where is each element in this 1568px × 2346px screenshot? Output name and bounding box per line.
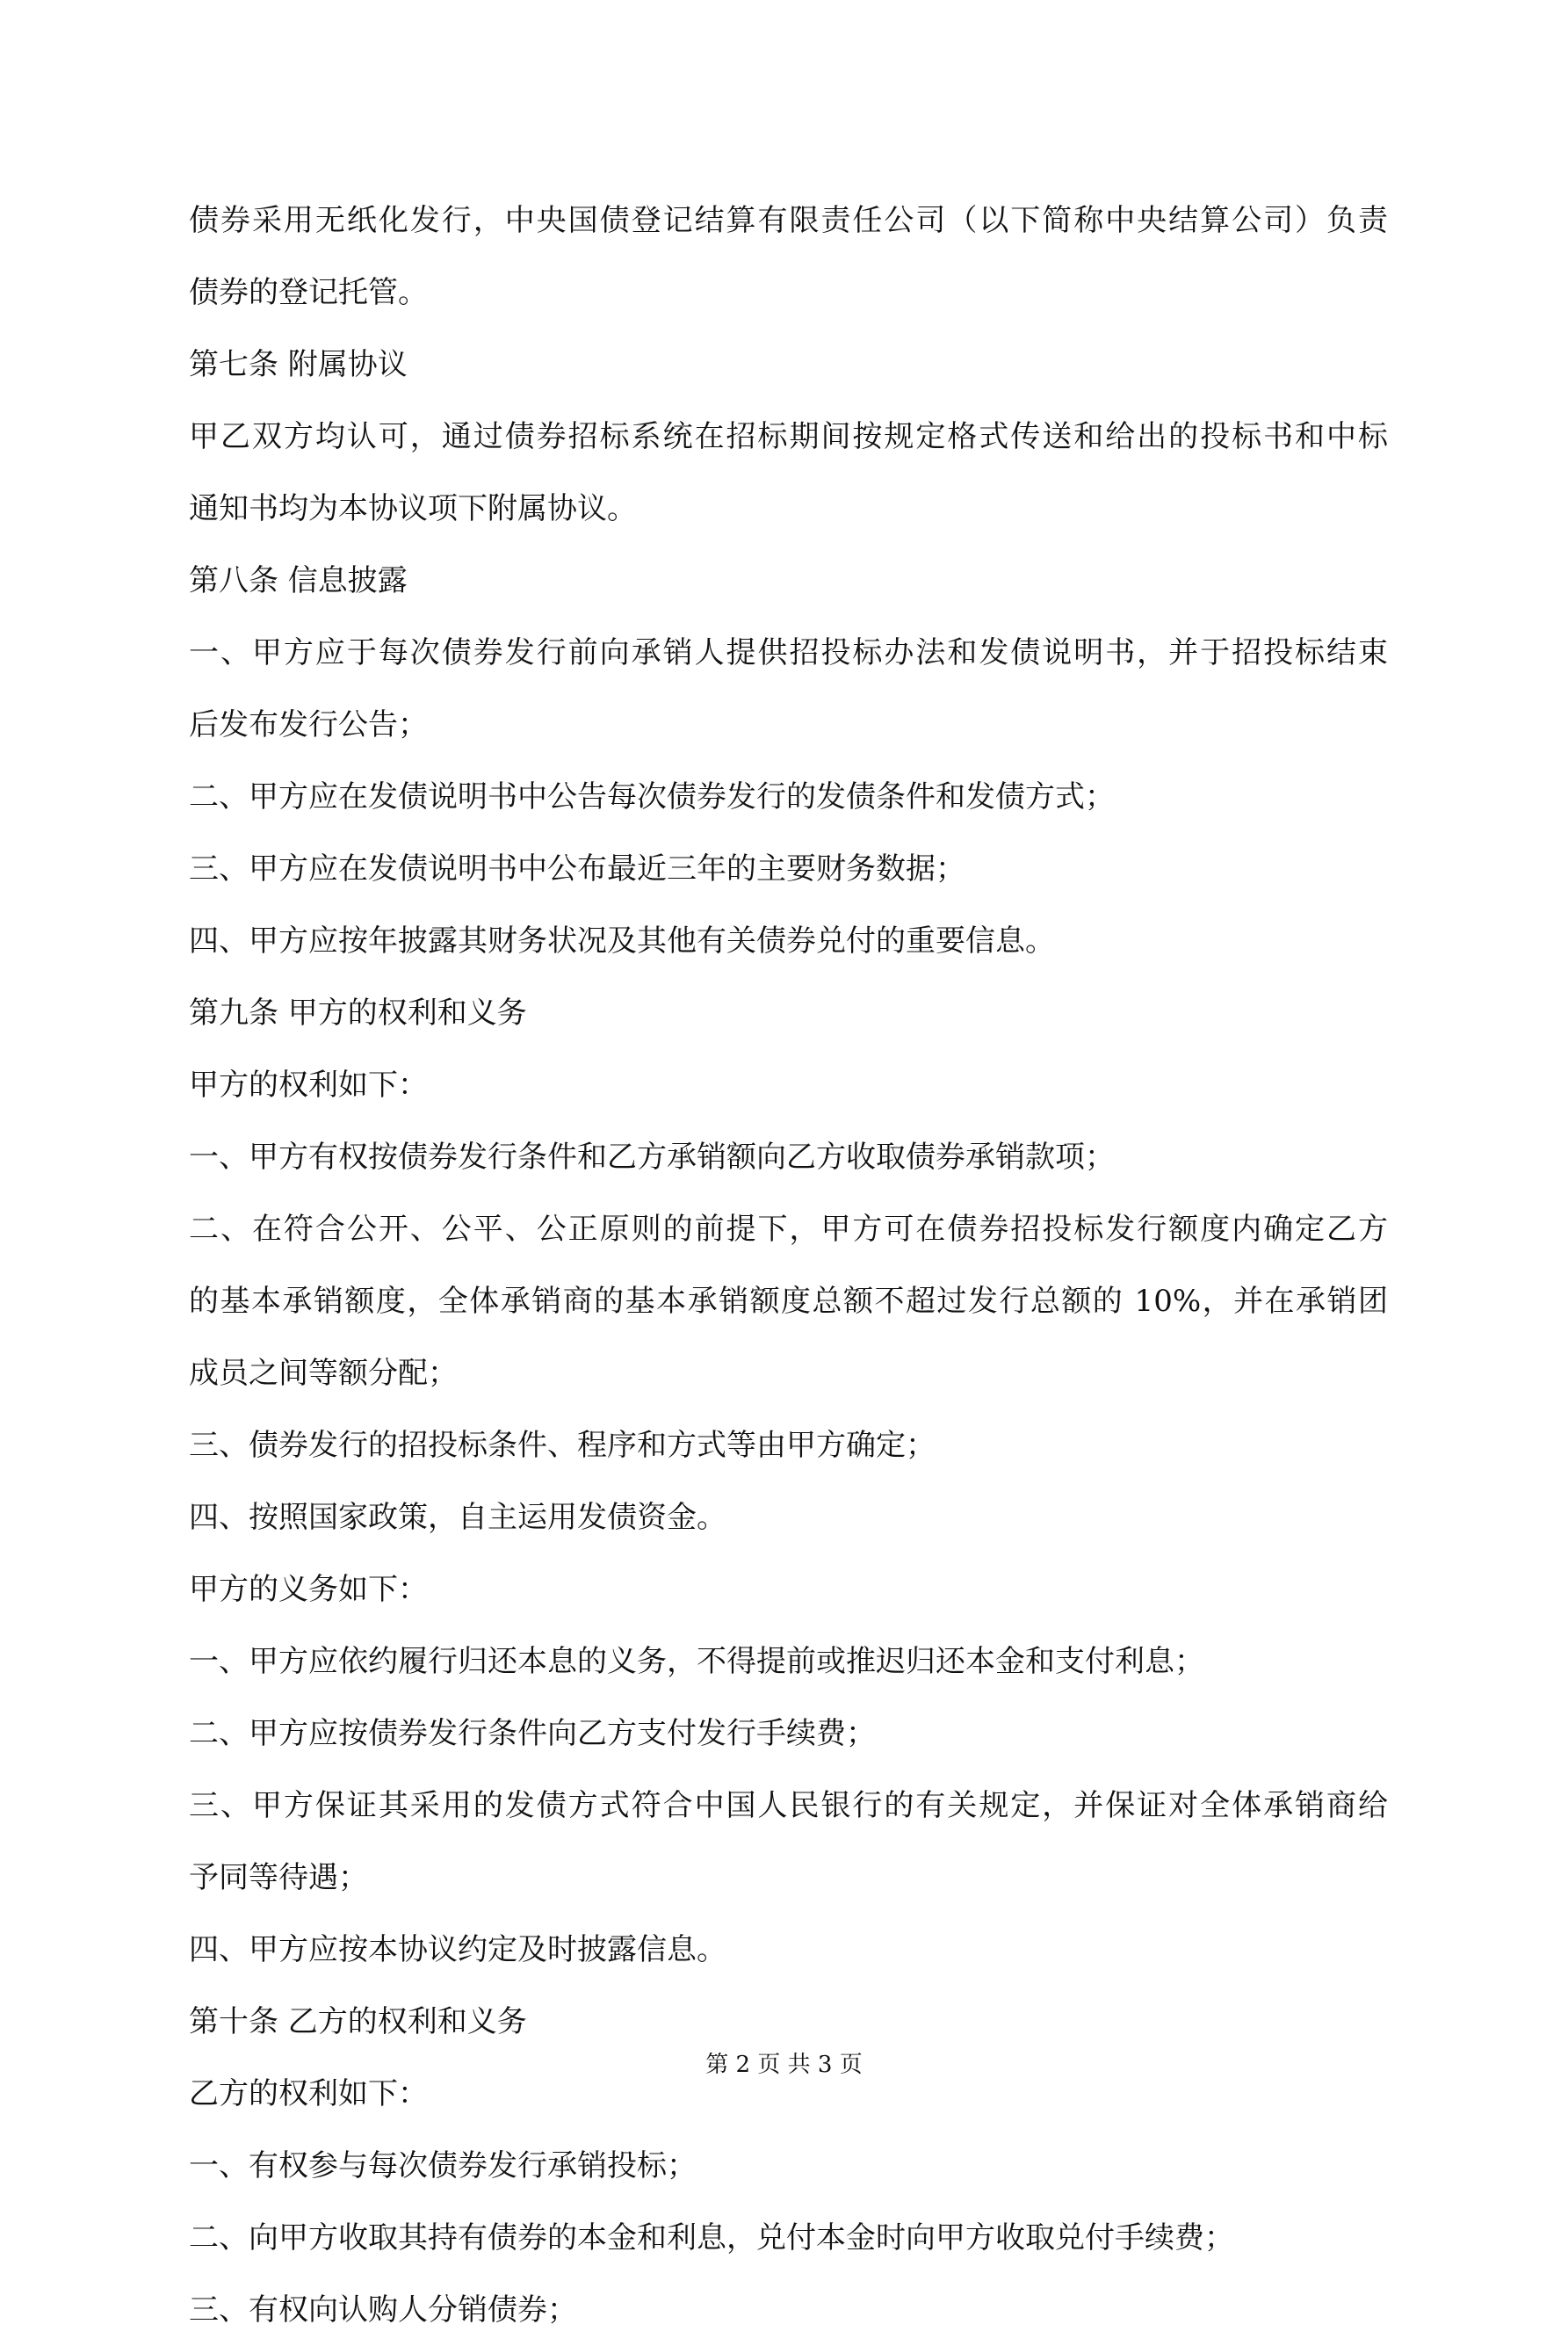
text-line: 成员之间等额分配； bbox=[189, 1356, 458, 1391]
text-line: 四、甲方应按本协议约定及时披露信息。 bbox=[189, 1932, 726, 1967]
section-heading: 第七条 附属协议 bbox=[189, 347, 408, 382]
text-line: 一、甲方有权按债券发行条件和乙方承销额向乙方收取债券承销款项； bbox=[189, 1140, 1115, 1175]
text-line: 四、甲方应按年披露其财务状况及其他有关债券兑付的重要信息。 bbox=[189, 923, 1055, 959]
text-line: 予同等待遇； bbox=[189, 1860, 368, 1895]
text-line: 通知书均为本协议项下附属协议。 bbox=[189, 491, 637, 526]
text-line: 三、有权向认购人分销债券； bbox=[189, 2292, 577, 2328]
text-line: 债券的登记托管。 bbox=[189, 275, 428, 310]
text-line: 三、债券发行的招投标条件、程序和方式等由甲方确定； bbox=[189, 1428, 936, 1463]
section-heading: 第十条 乙方的权利和义务 bbox=[189, 2004, 527, 2039]
section-heading: 第九条 甲方的权利和义务 bbox=[189, 996, 527, 1031]
text-line: 二、甲方应按债券发行条件向乙方支付发行手续费； bbox=[189, 1716, 876, 1751]
section-heading: 第八条 信息披露 bbox=[189, 563, 408, 598]
page-number-footer: 第 2 页 共 3 页 bbox=[705, 2052, 863, 2078]
text-line: 二、在符合公开、公平、公正原则的前提下，甲方可在债券招投标发行额度内确定乙方 bbox=[189, 1212, 1388, 1247]
text-line: 债券采用无纸化发行，中央国债登记结算有限责任公司（以下简称中央结算公司）负责 bbox=[189, 203, 1388, 238]
text-line: 乙方的权利如下： bbox=[189, 2076, 428, 2111]
text-line: 甲方的义务如下： bbox=[189, 1572, 428, 1607]
text-line: 甲乙双方均认可，通过债券招标系统在招标期间按规定格式传送和给出的投标书和中标 bbox=[189, 419, 1388, 454]
text-line: 三、甲方保证其采用的发债方式符合中国人民银行的有关规定，并保证对全体承销商给 bbox=[189, 1788, 1388, 1823]
text-line: 后发布发行公告； bbox=[189, 707, 428, 742]
text-line: 四、按照国家政策，自主运用发债资金。 bbox=[189, 1500, 726, 1535]
text-line: 一、甲方应于每次债券发行前向承销人提供招投标办法和发债说明书，并于招投标结束 bbox=[189, 635, 1388, 670]
text-line: 二、向甲方收取其持有债券的本金和利息，兑付本金时向甲方收取兑付手续费； bbox=[189, 2220, 1234, 2255]
text-line: 一、有权参与每次债券发行承销投标； bbox=[189, 2148, 697, 2183]
text-line: 甲方的权利如下： bbox=[189, 1068, 428, 1103]
text-line: 二、甲方应在发债说明书中公告每次债券发行的发债条件和发债方式； bbox=[189, 779, 1115, 815]
document-body bbox=[189, 185, 1388, 2346]
text-line: 的基本承销额度，全体承销商的基本承销额度总额不超过发行总额的 10%，并在承销团 bbox=[189, 1284, 1388, 1319]
text-line: 一、甲方应依约履行归还本息的义务，不得提前或推迟归还本金和支付利息； bbox=[189, 1644, 1204, 1679]
text-line: 三、甲方应在发债说明书中公布最近三年的主要财务数据； bbox=[189, 851, 965, 887]
